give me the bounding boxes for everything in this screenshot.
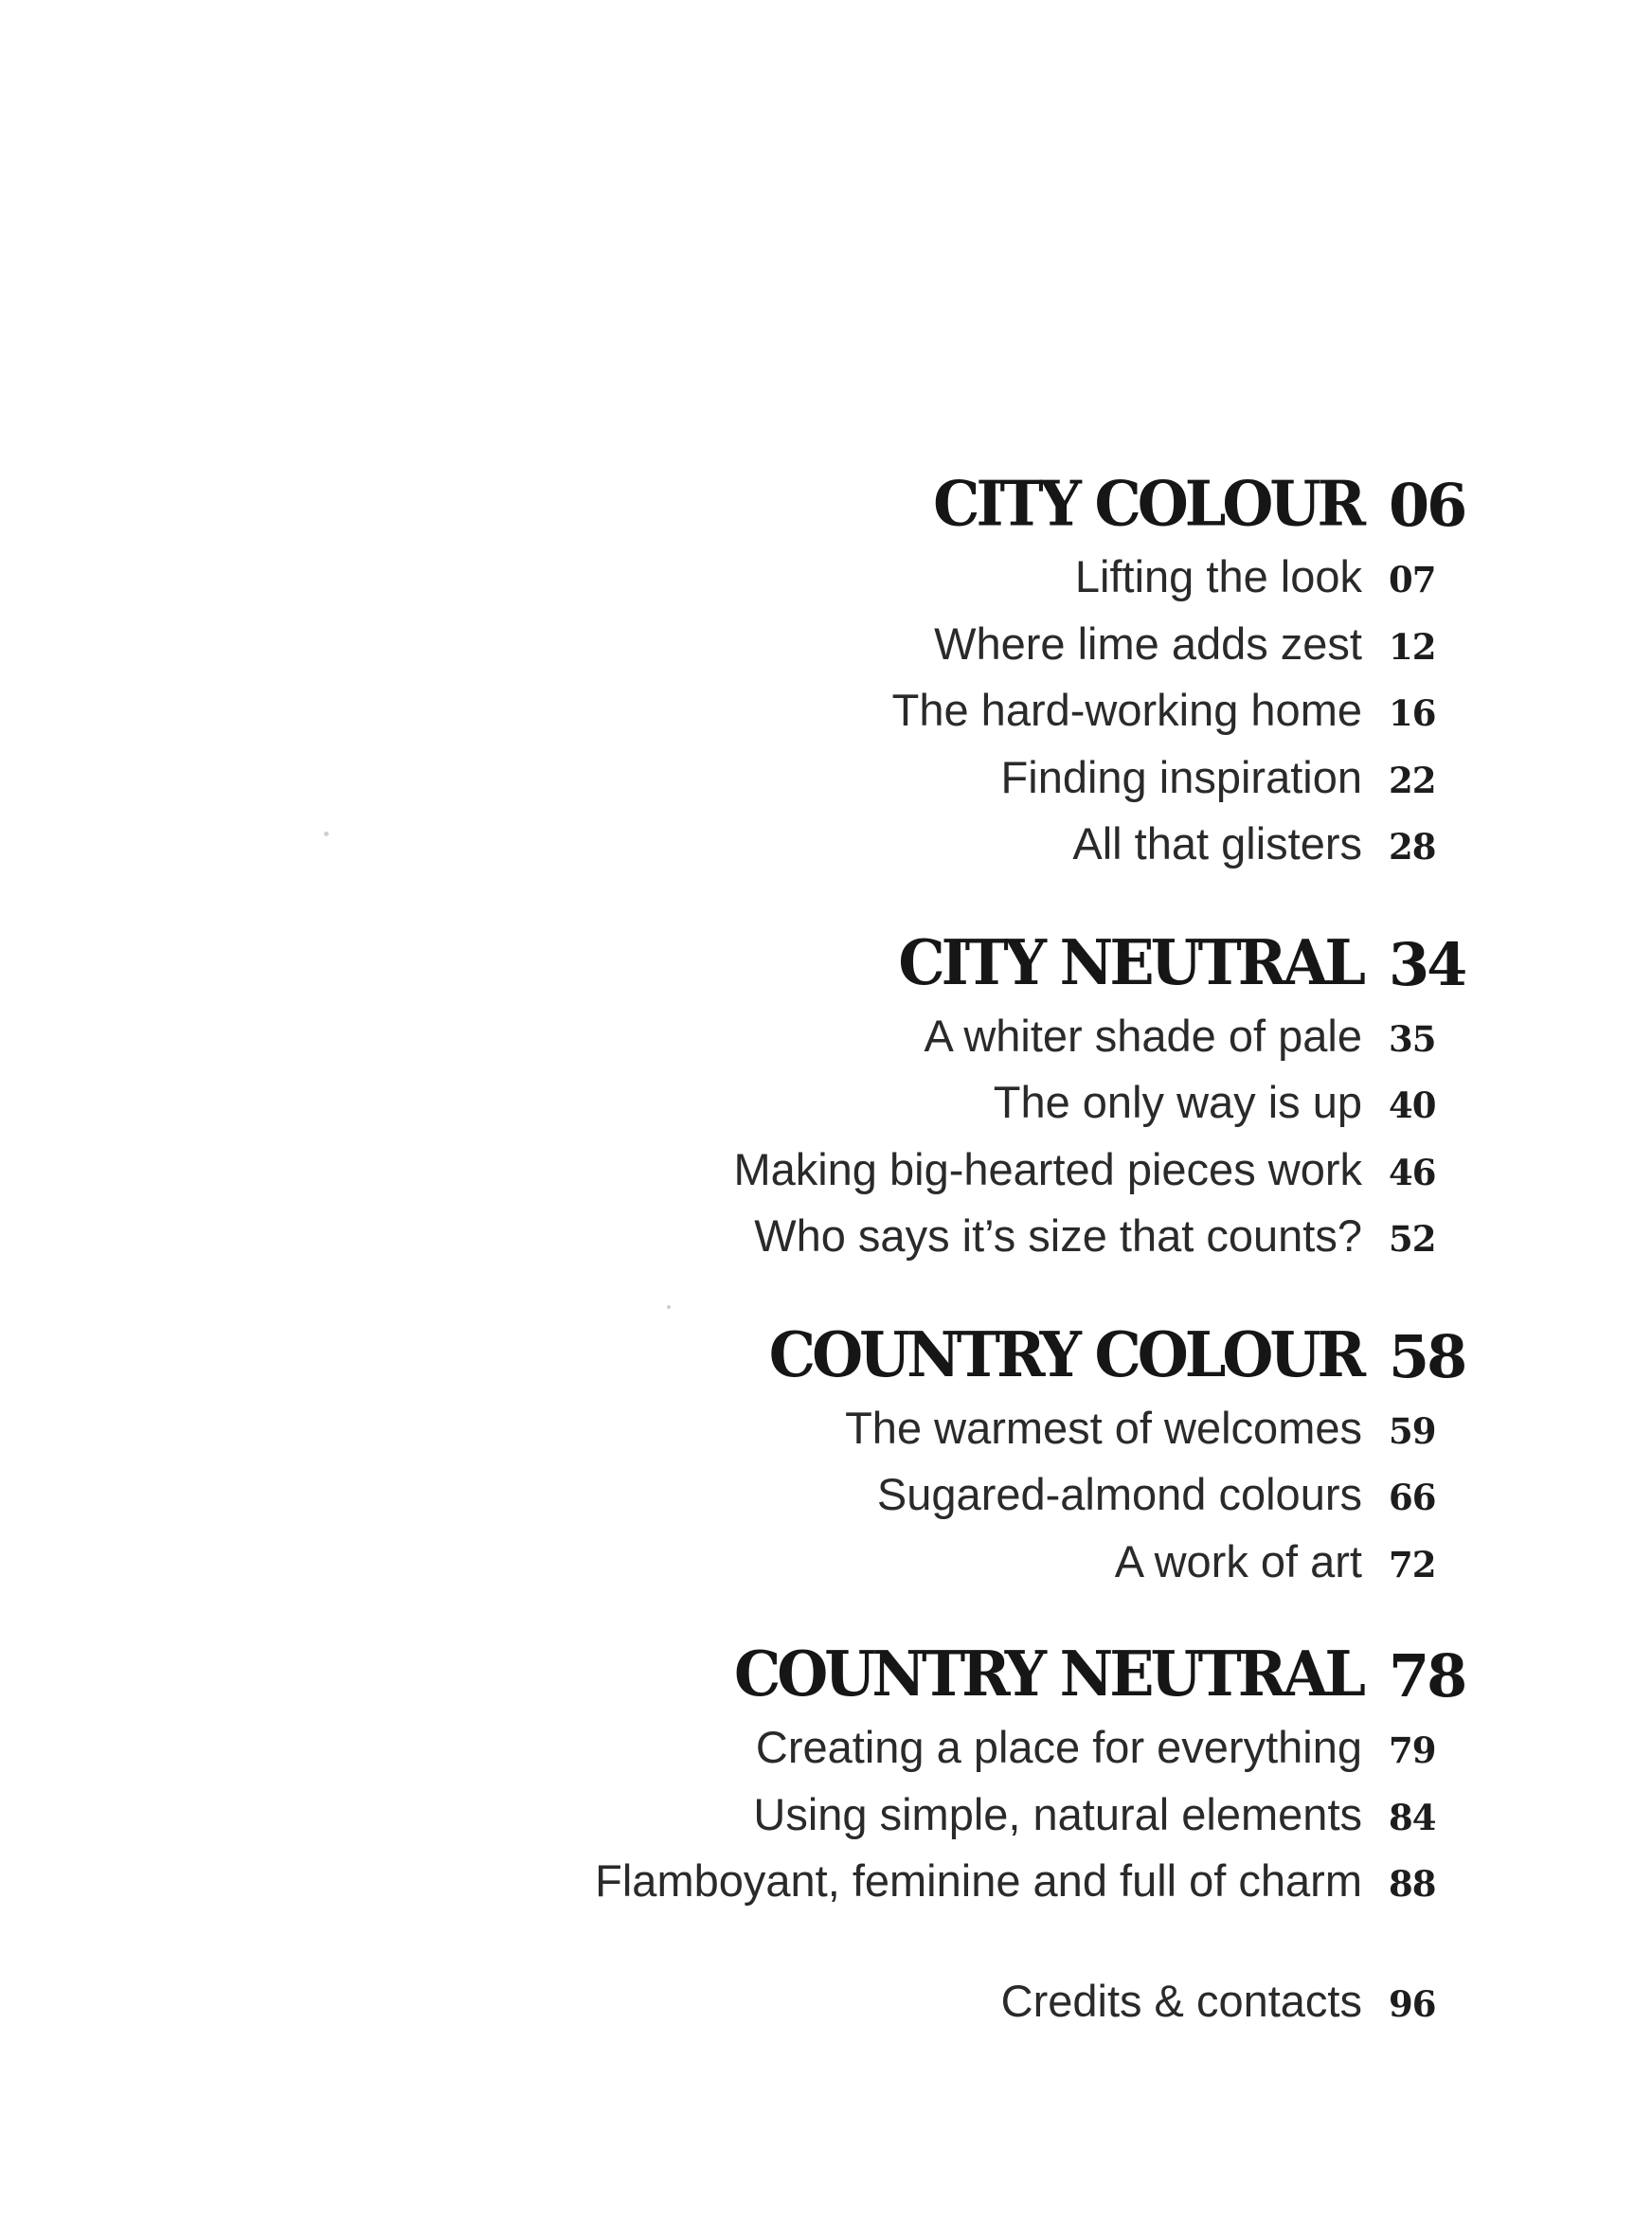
- entry-title: Flamboyant, feminine and full of charm: [595, 1855, 1362, 1906]
- entry-title: A whiter shade of pale: [924, 1010, 1362, 1061]
- section-heading[interactable]: [256, 467, 1487, 550]
- entry-title: The only way is up: [993, 1077, 1362, 1127]
- entry-page-number: 59: [1389, 1409, 1436, 1452]
- entry-page-number: 88: [1389, 1863, 1436, 1905]
- toc-entry[interactable]: [256, 1402, 1487, 1469]
- toc-entry-credits[interactable]: [256, 1975, 1487, 2042]
- toc-credits: [256, 1975, 1487, 2042]
- entry-title: A work of art: [1114, 1535, 1362, 1586]
- entry-title: Credits & contacts: [1000, 1975, 1362, 2026]
- section-page-number: 78: [1389, 1641, 1465, 1711]
- toc-entry[interactable]: [256, 1143, 1487, 1210]
- toc-entry[interactable]: [256, 1721, 1487, 1788]
- entry-title: All that glisters: [1072, 818, 1362, 869]
- section-heading[interactable]: [256, 1317, 1487, 1402]
- toc-section-city-neutral: [256, 925, 1487, 1277]
- toc-section-city-colour: [256, 467, 1487, 885]
- entry-page-number: 40: [1389, 1084, 1436, 1126]
- entry-title: The warmest of welcomes: [845, 1402, 1362, 1453]
- entry-page-number: 66: [1389, 1477, 1436, 1518]
- toc-section-country-neutral: [256, 1638, 1487, 1922]
- entry-title: Sugared-almond colours: [876, 1469, 1362, 1519]
- entry-title: Finding inspiration: [1000, 751, 1362, 802]
- section-page-number: 34: [1389, 929, 1465, 999]
- entry-title: Lifting the look: [1074, 551, 1362, 601]
- toc-entry[interactable]: [256, 1468, 1487, 1535]
- entry-page-number: 12: [1389, 625, 1436, 668]
- entry-page-number: 28: [1389, 826, 1436, 868]
- toc-entry[interactable]: [256, 817, 1487, 885]
- toc-entry[interactable]: [256, 1535, 1487, 1603]
- entry-title: Who says it’s size that counts?: [754, 1210, 1362, 1261]
- toc-entry[interactable]: [256, 550, 1487, 618]
- section-heading[interactable]: [256, 925, 1487, 1010]
- entry-page-number: 96: [1389, 1982, 1436, 2025]
- toc-entry[interactable]: [256, 1854, 1487, 1922]
- entry-title: Where lime adds zest: [934, 618, 1362, 669]
- toc-entry[interactable]: [256, 1788, 1487, 1855]
- toc-entry[interactable]: [256, 1076, 1487, 1143]
- entry-page-number: 84: [1389, 1796, 1436, 1838]
- entry-page-number: 22: [1389, 759, 1436, 801]
- entry-page-number: 79: [1389, 1729, 1436, 1771]
- section-heading[interactable]: [256, 1638, 1487, 1721]
- entry-page-number: 16: [1389, 692, 1436, 734]
- toc-entry[interactable]: [256, 618, 1487, 685]
- toc-entry[interactable]: [256, 1209, 1487, 1277]
- entry-title: Using simple, natural elements: [753, 1788, 1362, 1839]
- entry-page-number: 35: [1389, 1017, 1436, 1060]
- entry-title: The hard-working home: [891, 685, 1362, 735]
- entry-page-number: 72: [1389, 1543, 1436, 1585]
- entry-page-number: 07: [1389, 559, 1436, 600]
- toc-entry[interactable]: [256, 751, 1487, 818]
- entry-title: Creating a place for everything: [755, 1722, 1362, 1772]
- entry-page-number: 52: [1389, 1218, 1436, 1260]
- section-title: COUNTRY COLOUR: [768, 1317, 1362, 1391]
- section-page-number: 06: [1389, 471, 1465, 540]
- section-page-number: 58: [1389, 1321, 1465, 1391]
- section-title: CITY NEUTRAL: [898, 925, 1362, 999]
- section-title: CITY COLOUR: [933, 467, 1362, 540]
- toc-entry[interactable]: [256, 1010, 1487, 1077]
- toc-section-country-colour: [256, 1317, 1487, 1603]
- toc-entry[interactable]: [256, 684, 1487, 751]
- table-of-contents: [256, 467, 1487, 2041]
- entry-page-number: 46: [1389, 1151, 1436, 1193]
- entry-title: Making big-hearted pieces work: [733, 1143, 1362, 1194]
- section-title: COUNTRY NEUTRAL: [733, 1638, 1362, 1711]
